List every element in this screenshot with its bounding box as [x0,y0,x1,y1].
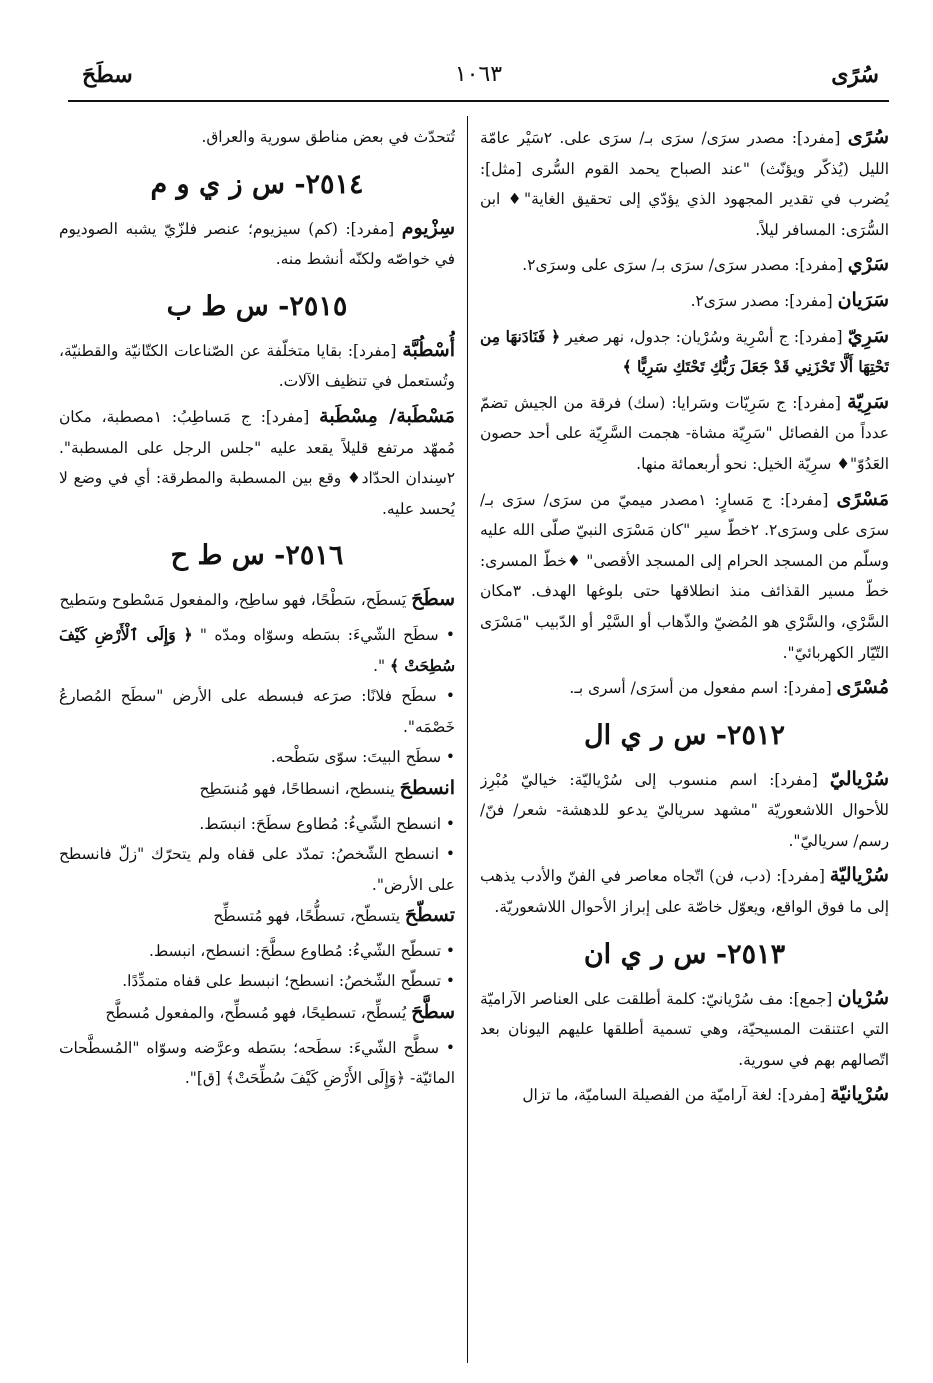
definition: [جمع]: مف سُرْيانيّ: كلمة أطلقت على العناصر الآراميّة التي اعتنقت المسيحيّة، وهي تسمية أطلقها عليهم اليونان بعد اتّصالهم بهم في سورية. [480,989,889,1069]
headword: مَسْرًى [836,487,889,510]
sense-end: ". [373,656,386,675]
sense-text: • سطَح الشّيءَ: بسَطه وسوّاه ومدّه [214,625,455,644]
continued-text: تُتحدّث في بعض مناطق سورية والعراق. [201,128,455,146]
dictionary-entry [480,285,889,317]
root-section-heading: ٢٥١٥- س ط ب [166,290,348,322]
headword: سَرِيّ [847,324,889,347]
definition: [مفرد]: (كم) سيزيوم؛ عنصر فلزّيّ يشبه الصوديوم في خواصّه ولكنّه أنشط منه. [59,219,455,269]
quran-quote: ﴿ وَإِلَى ٱلْأَرْضِ كَيْفَ سُطِحَتْ ﴾ [59,625,455,675]
root-section-heading: ٢٥١٤- س ز ي و م [150,168,364,200]
definition: [مفرد]: ج مَساطِبُ: ١مصطبة، مكان مُمهّد مرتفع قليلاً يقعد عليه "جلس الرجل على المسطبة". ٢سِندان الحدّاد♦ وقع بين المسطبة والمطرقة: أي في وضع لا يُحسد عليه. [59,407,455,518]
definition: [مفرد]: اسم مفعول من أسرَى/ أسرى بـ. [569,679,832,698]
page-header [68,62,889,94]
definition: يَسطَح، سَطْحًا، فهو ساطِح، والمفعول مَسْطوح وسَطيح [59,591,407,610]
dictionary-entry [480,983,889,1076]
definition: [مفرد]: لغة آراميّة من الفصيلة الساميّة، ما تزال [522,1086,826,1105]
definition: [مفرد]: ج سَرِيّات وسَرايا: (سك) فرقة من الجيش تضمّ عدداً من الفصائل "سَرِيّة مشاة- هجمت السَّرِيّة على أحد حصون العَدُوّ"♦ سرِيّة الخيل: نحو أربعمائة منها. [480,393,889,473]
definition: [مفرد]: ج أسْرِية وسُرْيان: جدول، نهر صغير [565,327,843,346]
headword: انسطحَ [399,776,455,799]
root-section-heading: ٢٥١٣- س ر ي ان [583,938,786,970]
headword: سطَّحَ [411,1001,455,1024]
definition: [مفرد]: مصدر سرَى٢. [690,291,833,310]
headword: سُرْياليّة [829,864,889,887]
dictionary-entry [59,900,455,932]
headword: سَرَيان [837,288,889,311]
dictionary-entry [480,249,889,281]
quran-quote: ﴿ فَنَادَنهَا مِن تَحْتِهَا أَلَّا تَحْزَنِي قَدْ جَعَلَ رَبُّكِ تَحْتَكِ سَرِيًّا ﴾ [480,327,889,377]
dictionary-entry [480,1079,889,1111]
definition: [مفرد]: مصدر سرَى/ سرَى بـ/ سرَى على وسرَى٢. [522,256,843,275]
sense-bullet: • سطَح فلانًا: صرَعه فبسطه على الأرض "سطَح المُصارعُ خَصْمَه". [59,687,455,736]
dictionary-entry [480,321,889,383]
dictionary-entry [480,387,889,480]
sense-bullet: • سطَّح الشّيءَ: سطَحه؛ بسَطه وعرَّضه وسوّاه "المُسطَّحات المائيّة- ﴿وَإِلَى الأَرْضِ كَيْفَ سُطِّحَتْ﴾ [ق]". [59,1038,455,1088]
definition: يتسطّح، تسطُّحًا، فهو مُتسطِّح [213,907,400,926]
left-column [59,122,455,1312]
dictionary-entry [59,773,455,805]
root-section-heading: ٢٥١٢- س ر ي ال [583,719,786,751]
headword: سطَحَ [411,588,455,611]
dictionary-entry [59,584,455,616]
page-number: ١٠٦٣ [454,62,503,87]
dictionary-entry [480,122,889,245]
definition: [مفرد]: مصدر سرَى/ سرَى بـ/ سرَى على. ٢سَيْر عامّة الليل (يُذكّر ويؤنّث) "عند الصباح يحمد القوم السُّرى [مثل]: يُضرب في تقدير المجهود الذي يؤدّي إلى تحقيق الغاية"♦ ابن السُّرَى: المسافر ليلاً. [480,129,889,239]
headword: أُسْطُبَّة [402,338,455,361]
dictionary-entry [59,997,455,1029]
dictionary-entry [59,213,455,275]
header-left-headword: سطَحَ [82,62,133,88]
sense-bullet: • تسطّح الشّيءُ: مُطاوع سطَّحَ: انسطح، انبسط. [148,941,455,960]
definition: ينسطح، انسطاحًا، فهو مُنسَطِح [199,779,395,798]
headword: سُرْيانيّة [830,1083,889,1106]
sense-bullet: • انسطح الشّخصُ: تمدّد على قفاه ولم يتحرّك "زلّ فانسطح على الأرض". [59,845,455,894]
root-section-heading: ٢٥١٦- س ط ح [170,540,344,572]
right-column [480,122,889,1312]
dictionary-entry [480,484,889,669]
sense-bullet: • سطَح البيتَ: سوّى سَطْحه. [270,748,455,767]
definition: [مفرد]: اسم منسوب إلى سُرْياليّة: خياليّ مُبْرِز للأحوال اللاشعوريّة "مشهد سرياليّ يدعو للدهشة- شعر/ فنّ/ رسم/ سرياليّ". [480,770,889,850]
dictionary-entry [59,401,455,524]
definition: [مفرد]: ج مَسارٍ: ١مصدر ميميّ من سرَى/ سرَى بـ/ سرَى على وسرَى٢. ٢خطّ سير "كان مَسْرَى النبيّ صلّى الله عليه وسلّم من المسجد الحرام إلى المسجد الأقصى" ♦خطّ المسرى: خطّ مسير القذائف منذ انطلاقها حتى بلوغها الهدف. ٣مكان السَّرْي، والسَّرْي هو المُضيّ والذّهاب أو السَّيْر أو الدّبيب "مَسْرَى التّيّار الكهربائيّ". [480,490,889,662]
headword: مَسْطَبة/ مِسْطَبة [319,404,455,427]
definition: [مفرد]: (دب، فن) اتّجاه معاصر في الفنّ والأدب يذهب إلى ما فوق الواقع، ويعوّل خاصّة على إبراز الأحوال اللاشعوريّة. [480,867,889,917]
column-divider [467,116,468,1363]
headword: سُرًى [847,126,889,148]
definition: يُسطِّح، تسطيحًا، فهو مُسطِّح، والمفعول مُسطَّح [105,1004,407,1023]
dictionary-entry [480,860,889,922]
headword: تسطّحَ [404,904,455,927]
sense-bullet: • انسطح الشّيءُ: مُطاوع سطَحَ: انبسَط. [199,814,455,833]
sense-bullet: • سطَح الشّيءَ: بسَطه وسوّاه ومدّه " ﴿ وَإِلَى ٱلْأَرْضِ كَيْفَ سُطِحَتْ ﴾ ". [59,625,455,675]
headword: سَرْي [847,253,889,276]
headword: سَرِيّة [847,390,889,413]
header-rule [68,100,889,102]
sense-bullet: • تسطّح الشّخصُ: انسطح؛ انبسط على قفاه متمدِّدًا. [122,972,455,991]
dictionary-entry [480,672,889,704]
headword: مُسْرًى [836,676,889,699]
dictionary-entry [480,764,889,857]
headword: سِزْيوم [401,216,455,239]
headword: سُرْيان [837,986,889,1009]
definition: [مفرد]: بقايا متخلّفة عن الصّناعات الكتّانيّة والقطنيّة، وتُستعمل في تنظيف الآلات. [59,341,455,391]
dictionary-entry [59,335,455,397]
header-right-headword: سُرًى [831,62,879,88]
headword: سُرْياليّ [829,767,889,790]
